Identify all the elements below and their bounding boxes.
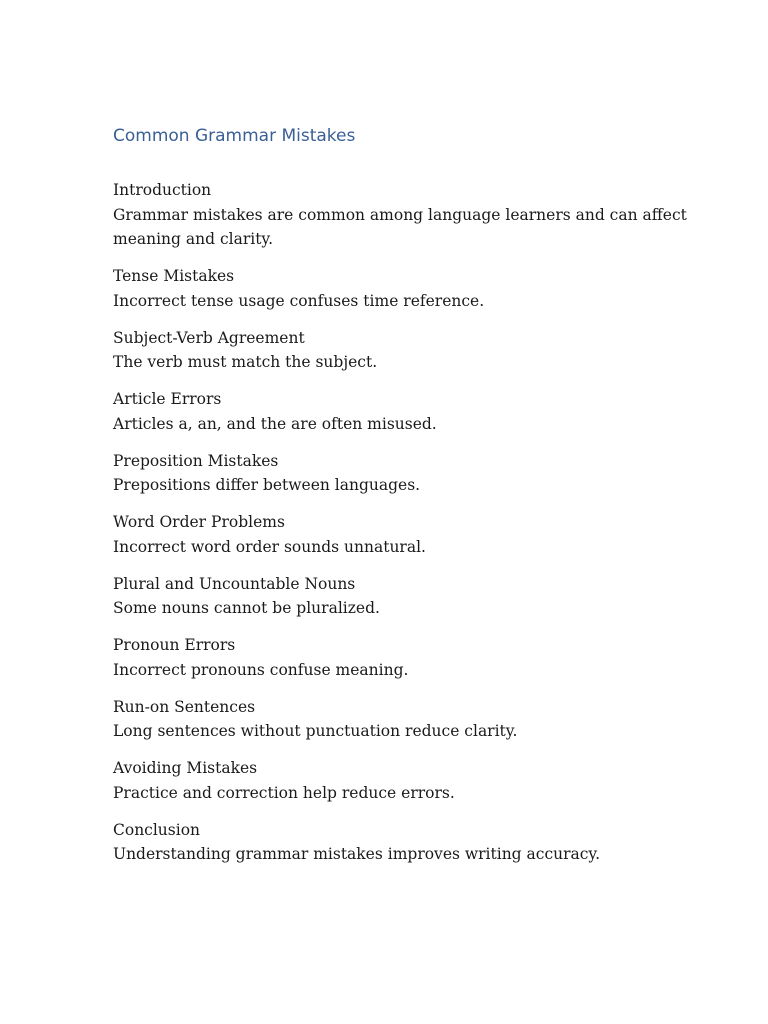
section-body: The verb must match the subject. xyxy=(113,353,378,371)
section-body: Long sentences without punctuation reduce clarity. xyxy=(113,722,518,740)
document-content xyxy=(113,124,693,879)
section-body: Some nouns cannot be pluralized. xyxy=(113,599,380,617)
section-body: Understanding grammar mistakes improves writing accuracy. xyxy=(113,845,601,863)
section-body: Incorrect tense usage confuses time reference. xyxy=(113,291,485,310)
section-heading: Pronoun Errors xyxy=(113,636,236,654)
section-body: Prepositions differ between languages. xyxy=(113,476,421,494)
section-heading: Introduction xyxy=(113,181,212,199)
section-preposition-mistakes xyxy=(113,449,693,498)
section-body: Incorrect word order sounds unnatural. xyxy=(113,537,426,556)
section-heading: Tense Mistakes xyxy=(113,267,235,285)
section-avoiding-mistakes xyxy=(113,756,693,805)
section-heading: Conclusion xyxy=(113,820,201,839)
section-heading: Article Errors xyxy=(113,390,222,408)
section-tense-mistakes xyxy=(113,264,693,313)
section-subject-verb-agreement xyxy=(113,326,693,375)
section-article-errors xyxy=(113,387,693,436)
section-heading: Avoiding Mistakes xyxy=(113,759,258,777)
section-body: Grammar mistakes are common among language learners and can affect meaning and clarity. xyxy=(113,205,687,248)
section-pronoun-errors xyxy=(113,633,693,682)
section-heading: Subject-Verb Agreement xyxy=(113,328,305,347)
section-introduction xyxy=(113,178,693,252)
section-body: Articles a, an, and the are often misused. xyxy=(113,414,437,433)
section-run-on-sentences xyxy=(113,695,693,744)
section-conclusion xyxy=(113,818,693,867)
section-plural-uncountable-nouns xyxy=(113,572,693,621)
document-title: Common Grammar Mistakes xyxy=(113,126,356,146)
section-word-order-problems xyxy=(113,510,693,559)
section-heading: Word Order Problems xyxy=(113,513,285,531)
section-heading: Preposition Mistakes xyxy=(113,451,279,470)
section-heading: Plural and Uncountable Nouns xyxy=(113,574,356,593)
section-heading: Run-on Sentences xyxy=(113,697,256,716)
section-body: Practice and correction help reduce errors. xyxy=(113,783,455,802)
section-body: Incorrect pronouns confuse meaning. xyxy=(113,660,409,679)
